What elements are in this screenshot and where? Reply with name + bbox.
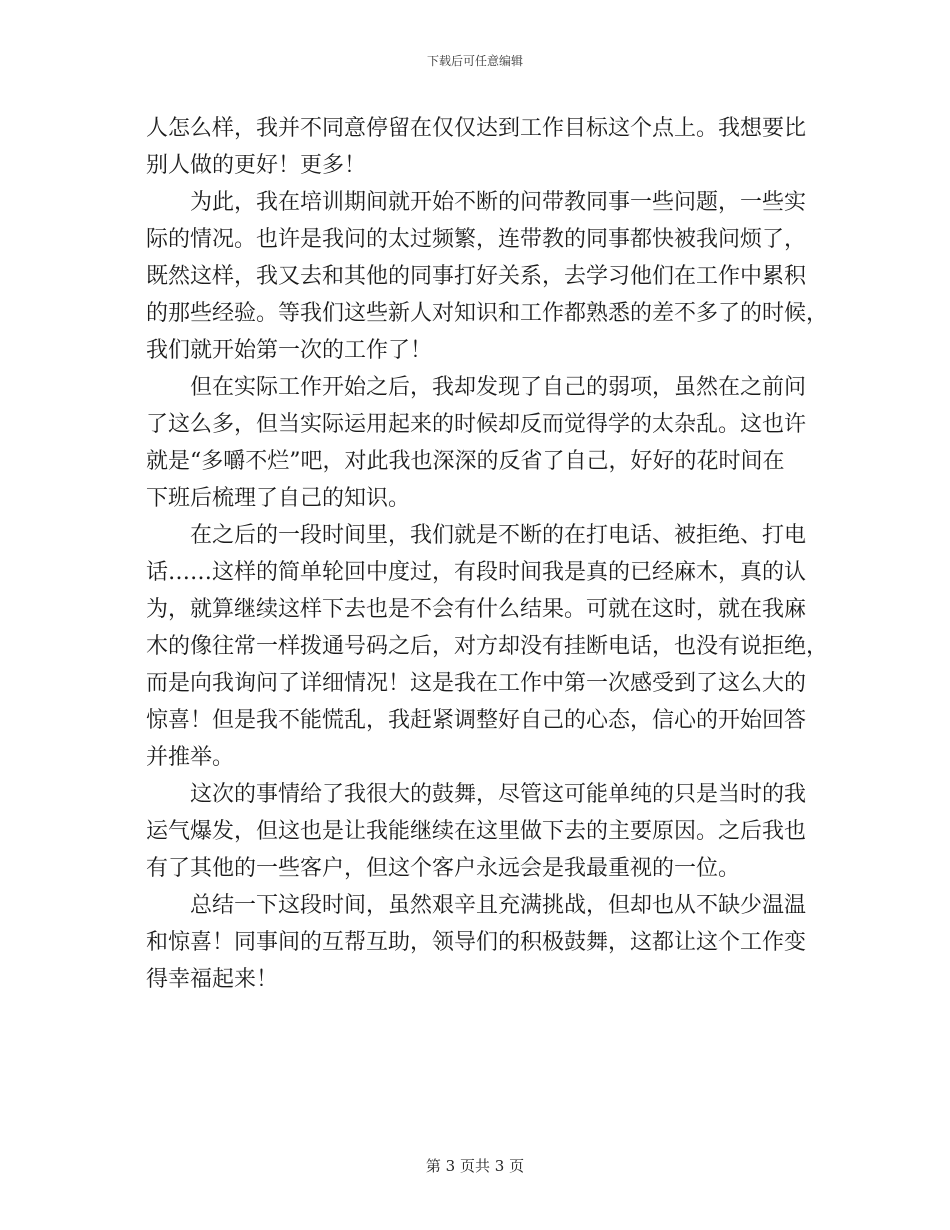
text-line: 惊喜！但是我不能慌乱，我赶紧调整好自己的心态，信心的开始回答 bbox=[146, 708, 807, 733]
page-footer: 第 3 页共 3 页 bbox=[425, 1157, 525, 1175]
text-line: 话……这样的简单轮回中度过，有段时间我是真的已经麻木，真的认 bbox=[146, 560, 807, 585]
text-line: 有了其他的一些客户，但这个客户永远会是我最重视的一位。 bbox=[146, 856, 741, 881]
page-header: 下载后可任意编辑 bbox=[426, 54, 523, 68]
text-line: 这次的事情给了我很大的鼓舞，尽管这可能单纯的只是当时的我 bbox=[190, 782, 807, 807]
text-line: 为，就算继续这样下去也是不会有什么结果。可就在这时，就在我麻 bbox=[146, 597, 807, 622]
document-body bbox=[146, 110, 829, 998]
text-line: 并推举。 bbox=[146, 745, 235, 770]
text-line: 但在实际工作开始之后，我却发现了自己的弱项，虽然在之前问 bbox=[190, 375, 807, 400]
text-line: 际的情况。也许是我问的太过频繁，连带教的同事都快被我问烦了， bbox=[146, 227, 807, 252]
text-line: 的那些经验。等我们这些新人对知识和工作都熟悉的差不多了的时候， bbox=[146, 301, 829, 326]
text-line: 我们就开始第一次的工作了！ bbox=[146, 338, 433, 363]
text-line: 为此，我在培训期间就开始不断的问带教同事一些问题，一些实 bbox=[190, 190, 807, 215]
text-line: 运气爆发，但这也是让我能继续在这里做下去的主要原因。之后我也 bbox=[146, 819, 807, 844]
text-line: 总结一下这段时间，虽然艰辛且充满挑战，但却也从不缺少温温 bbox=[190, 893, 807, 918]
text-line: 而是向我询问了详细情况！这是我在工作中第一次感受到了这么大的 bbox=[146, 671, 807, 696]
text-line: 下班后梳理了自己的知识。 bbox=[146, 486, 411, 511]
text-line: 木的像往常一样拨通号码之后，对方却没有挂断电话，也没有说拒绝， bbox=[146, 634, 829, 659]
text-line: 就是“多嚼不烂”吧，对此我也深深的反省了自己，好好的花时间在 bbox=[146, 449, 785, 474]
text-line: 别人做的更好！更多！ bbox=[146, 153, 367, 178]
text-line: 既然这样，我又去和其他的同事打好关系，去学习他们在工作中累积 bbox=[146, 264, 807, 289]
text-line: 和惊喜！同事间的互帮互助，领导们的积极鼓舞，这都让这个工作变 bbox=[146, 930, 807, 955]
text-line: 了这么多，但当实际运用起来的时候却反而觉得学的太杂乱。这也许 bbox=[146, 412, 807, 437]
text-line: 得幸福起来！ bbox=[146, 967, 279, 992]
text-line: 人怎么样，我并不同意停留在仅仅达到工作目标这个点上。我想要比 bbox=[146, 116, 807, 141]
text-line: 在之后的一段时间里，我们就是不断的在打电话、被拒绝、打电 bbox=[190, 523, 807, 548]
